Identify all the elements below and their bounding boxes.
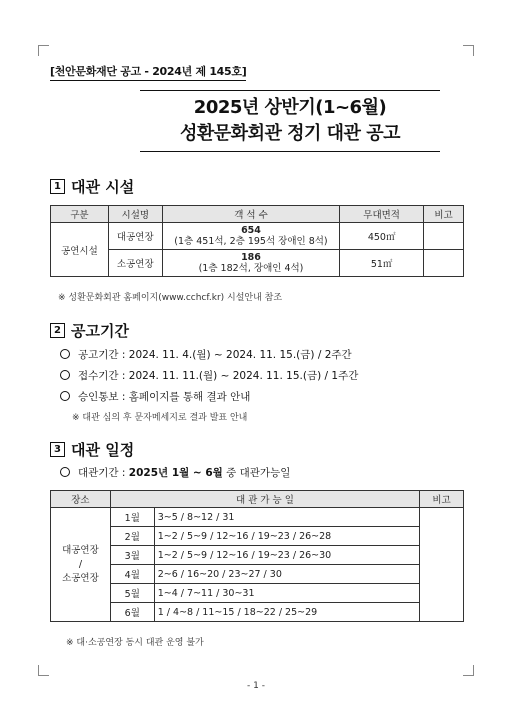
note-cell [424,223,464,250]
header-available-dates: 대 관 가 능 일 [110,491,419,508]
month-cell: 4월 [110,565,154,584]
corner-mark-top-left [38,45,49,56]
section-number-box: 3 [50,442,65,457]
section-title: 대관 시설 [71,178,135,196]
circle-bullet-icon [60,370,70,380]
circle-bullet-icon [60,391,70,401]
place-line-separator: / [78,558,83,570]
list-item [60,347,352,362]
title-line-1: 2025년 상반기(1~6월) [193,97,387,118]
header-stage-area: 무대면적 [340,206,424,223]
dates-cell: 1~2 / 5~9 / 12~16 / 19~23 / 26~28 [154,527,419,546]
header-note: 비고 [420,491,464,508]
schedule-footnote: ※ 대·소공연장 동시 대관 운영 불가 [66,638,204,648]
table-row [51,584,464,603]
seats-total: 654 [241,225,261,236]
table-row [51,565,464,584]
section-number-box: 1 [50,179,65,194]
section-3-heading [50,439,134,460]
note-cell [420,508,464,622]
facility-footnote: ※ 성환문화회관 홈페이지(www.cchcf.kr) 시설안내 참조 [58,293,283,303]
schedule-table-header [51,491,464,508]
dates-cell: 3~5 / 8~12 / 31 [154,508,419,527]
header-facility: 시설명 [108,206,162,223]
facility-name: 소공연장 [108,250,162,277]
table-row [51,603,464,622]
dates-cell: 1 / 4~8 / 11~15 / 18~22 / 25~29 [154,603,419,622]
seats-detail: (1층 451석, 2층 195석 장애인 8석) [174,236,328,247]
month-cell: 6월 [110,603,154,622]
corner-mark-bottom-right [463,665,474,676]
section-title: 공고기간 [71,322,129,340]
title-line-2: 성환문화회관 정기 대관 공고 [180,123,400,144]
announcement-period: 공고기간 : 2024. 11. 4.(월) ~ 2024. 11. 15.(금) / 2주간 [78,349,352,361]
header-seats: 객 석 수 [162,206,340,223]
circle-bullet-icon [60,349,70,359]
seats-total: 186 [241,252,261,263]
seats-detail: (1층 182석, 장애인 4석) [198,263,304,274]
table-row [51,250,464,277]
notice-number: [천안문화재단 공고 - 2024년 제 145호] [50,63,246,81]
note-cell [424,250,464,277]
notice-footnote: ※ 대관 심의 후 문자메세지로 결과 발표 안내 [72,413,248,423]
category-cell: 공연시설 [51,223,109,277]
table-row [51,508,464,527]
page-number: - 1 - [247,681,265,691]
header-category: 구분 [51,206,109,223]
facility-name: 대공연장 [108,223,162,250]
month-cell: 1월 [110,508,154,527]
section-2-heading [50,320,129,341]
approval-notice: 승인통보 : 홈페이지를 통해 결과 안내 [78,391,251,403]
header-note: 비고 [424,206,464,223]
section-title: 대관 일정 [71,441,135,459]
table-row [51,546,464,565]
document-title [140,90,440,152]
section-1-heading [50,176,134,197]
rental-period-suffix: 중 대관가능일 [222,467,291,479]
header-place: 장소 [51,491,111,508]
rental-period-range: 2025년 1월 ~ 6월 [128,467,223,479]
table-row [51,223,464,250]
seats-cell [162,223,340,250]
place-line-large-hall: 대공연장 [62,544,99,556]
facility-table [50,205,464,277]
stage-area: 51㎡ [340,250,424,277]
rental-period-prefix: 대관기간 : [78,467,129,479]
application-period: 접수기간 : 2024. 11. 11.(월) ~ 2024. 11. 15.(금) / 1주간 [78,370,359,382]
place-cell [51,508,111,622]
month-cell: 3월 [110,546,154,565]
stage-area: 450㎡ [340,223,424,250]
list-item [60,389,250,404]
month-cell: 2월 [110,527,154,546]
section-number-box: 2 [50,323,65,338]
corner-mark-top-right [463,45,474,56]
table-row [51,527,464,546]
dates-cell: 1~2 / 5~9 / 12~16 / 19~23 / 26~30 [154,546,419,565]
month-cell: 5월 [110,584,154,603]
dates-cell: 1~4 / 7~11 / 30~31 [154,584,419,603]
circle-bullet-icon [60,467,70,477]
facility-table-header [51,206,464,223]
place-line-small-hall: 소공연장 [62,572,99,584]
dates-cell: 2~6 / 16~20 / 23~27 / 30 [154,565,419,584]
list-item [60,368,358,383]
schedule-table [50,490,464,622]
seats-cell [162,250,340,277]
corner-mark-bottom-left [38,665,49,676]
rental-period [60,465,290,480]
